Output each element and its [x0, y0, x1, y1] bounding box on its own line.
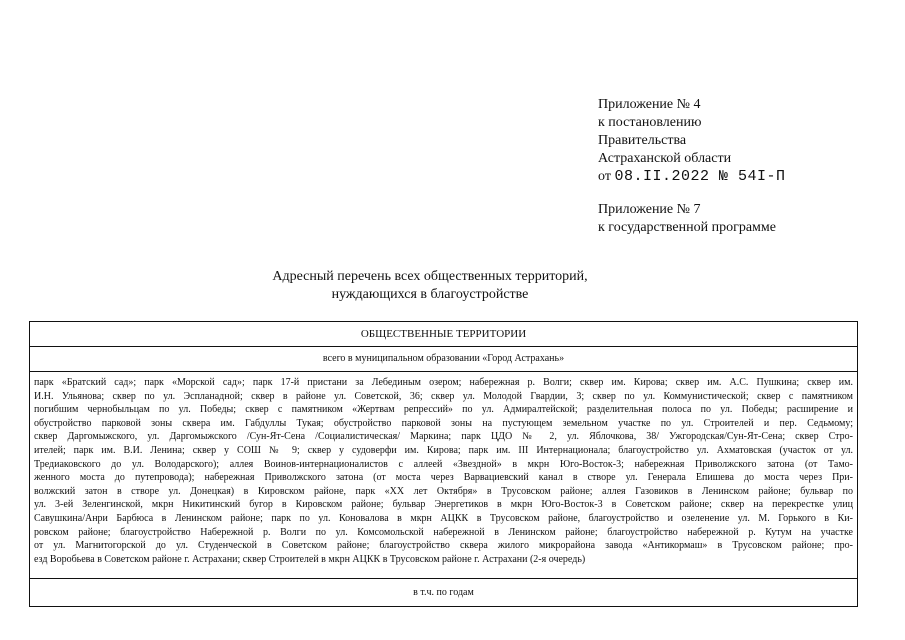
appendix-4-line: к постановлению: [598, 115, 702, 130]
table-years-row: в т.ч. по годам: [413, 587, 474, 598]
resolution-date-number: 08.II.2022 № 54I-П: [614, 168, 786, 185]
resolution-date-line: [598, 168, 785, 186]
appendix-4-line: Правительства: [598, 133, 687, 148]
territories-list-line: ровском районе; благоустройство Набережной р. Волги по ул. Комсомольской набережной в Ленинском районе; благоустройство набережной р. Кутум на участке: [34, 526, 853, 538]
document-title: [180, 268, 680, 304]
appendix-4-block: [598, 96, 785, 186]
appendix-7-block: [598, 201, 776, 237]
document-title-line: нуждающихся в благоустройстве: [331, 287, 529, 302]
territories-list-line: женного моста до путепровода); набережная Приволжского затона (от моста через Варвациевский канал в створе ул. Генерала Епишева до моста через При-: [34, 472, 853, 484]
territories-table: [29, 321, 858, 607]
territories-list-line: И.Н. Ульянова; сквер по ул. Эспланадной; сквер в районе ул. Советской, 36; сквер ул. Молодой Гвардии, 3; сквер по ул. Коммунистической; сквер с памятником: [34, 390, 853, 402]
table-subheader: всего в муниципальном образовании «Город Астрахань»: [30, 347, 857, 372]
territories-list-line: погибшим чернобыльцам по ул. Победы; сквер с памятником «Жертвам репрессий» по ул. Адмиралтейской; разделительная полоса по ул. Победы; расширение и: [34, 404, 853, 416]
territories-list-line: ителей; парк им. В.И. Ленина; сквер у СОШ № 9; сквер у судоверфи им. Кирова; парк им. III Интернационала; благоустройство ул. Ахматовская (участок от ул.: [34, 444, 853, 456]
territories-list-line: Тредиаковского до ул. Володарского); аллея Воинов-интернационалистов с аллеей «Звездной» в мкрн Юго-Восток-3; набережная Приволжского затона (от Тамо-: [34, 458, 853, 470]
territories-list-line: от ул. Магнитогорской до ул. Студенческой в Советском районе; благоустройство сквера жилого микрорайона завода «Антикормаш» в Трусовском районе; про-: [34, 540, 853, 552]
document-title-line: Адресный перечень всех общественных территорий,: [272, 269, 588, 284]
territories-list-line: езд Воробьева в Советском районе г. Астрахани; сквер Строителей в мкрн АЦКК в Трусовском районе г. Астрахани (2-я очередь): [34, 553, 586, 565]
appendix-7-line: Приложение № 7: [598, 202, 701, 217]
territories-list-line: волжский затон в створе ул. Донецкая) в Кировском районе, парк «XX лет Октября» в Трусовском районе; аллея Газовиков в Ленинском районе; бульвар по: [34, 485, 853, 497]
territories-list-line: ул. 3-ей Зеленгинской, мкрн Никитинский бугор в Кировском районе; бульвар Энергетиков в мкрн Юго-Восток-3 в Советском районе; сквер на перекрестке улиц: [34, 499, 853, 511]
table-header: ОБЩЕСТВЕННЫЕ ТЕРРИТОРИИ: [30, 322, 857, 347]
date-prefix: от: [598, 169, 611, 184]
appendix-4-line: Приложение № 4: [598, 97, 701, 112]
territories-list-line: сквер Даргомыжского, ул. Даргомыжского /Сун-Ят-Сена /Социалистическая/ Маркина; парк ЦДО № 2, ул. Яблочкова, 38/ Ужгородская/Сун-Ят-Сена; сквер Стро-: [34, 431, 853, 443]
territories-list-line: Савушкина/Анри Барбюса в Ленинском районе; парк по ул. Коновалова в мкрн АЦКК в Трусовском районе, благоустройство и озеленение ул. М. Горького в Ки-: [34, 512, 853, 524]
appendix-4-line: Астраханской области: [598, 151, 732, 166]
territories-list-line: обустройство парковой зоны сквера им. Габдуллы Тукая; обустройство парковой зоны на пустующем земельном участке по ул. Строителей и пер. Седьмому;: [34, 417, 853, 429]
territories-list: [30, 372, 857, 579]
territories-list-line: парк «Братский сад»; парк «Морской сад»; парк 17-й пристани за Лебединым озером; набережная р. Волги; сквер им. Кирова; сквер им. А.С. Пушкина; сквер им.: [34, 377, 853, 388]
appendix-7-line: к государственной программе: [598, 220, 776, 235]
